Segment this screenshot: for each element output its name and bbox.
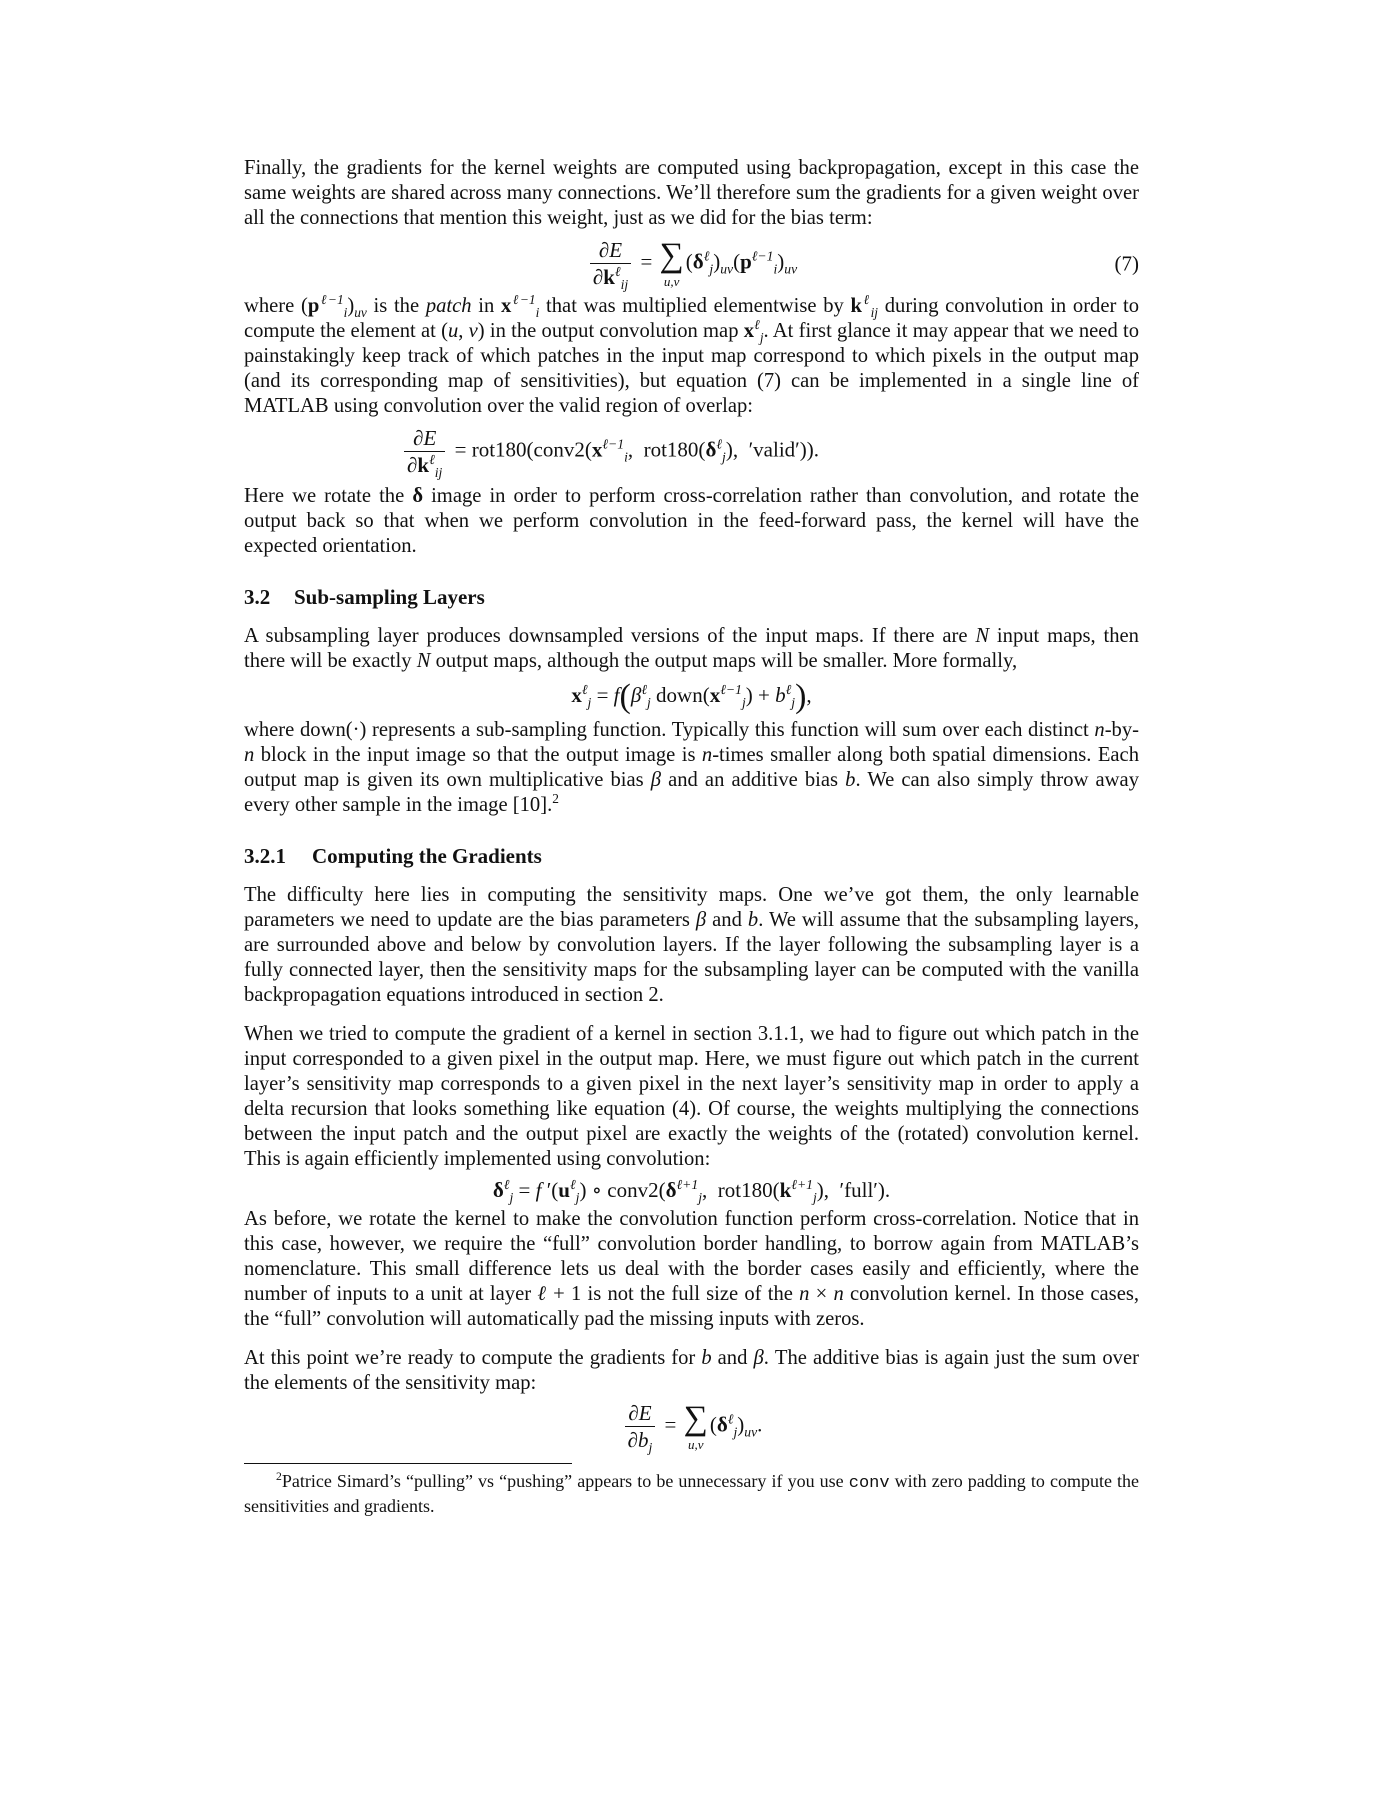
footnote-rule [244,1463,572,1464]
paragraph-kernel-gradients: Finally, the gradients for the kernel weights are computed using backpropagation, except in this case the same weights are shared across many connections. We’ll therefore sum the gradients for a given weight over all the connections that mention this weight, just as we did for the bias term: [244,157,1139,229]
equation-downsample: $x^\ell_j = f(\beta^\ell_j$ $down(x^{\ell-1}_j) + b^\ell_j$), [571,678,812,715]
sum-symbol: ∑ u,v [683,1400,708,1452]
paragraph-patch: where $(p^{\ell-1}_i)_{uv}$ is the patch in $x^{\ell-1}_i$ that was multiplied elementwise by $k^\ell_{ij}$ during convolution in order to compute the element at (u, v) in the output convolution map $x^\ell_j$. At first glance it may appear that we need to painstakingly keep track of which patches in the input map correspond to which pixels in the output map (and its corresponding map of sensitivities), but equation (7) can be implemented in a single line of MATLAB using convolution over the valid region of overlap: [244,292,1140,417]
fraction: $\frac{\partial E}{\partial k^\ell_{ij}}$ [590,237,631,290]
sum-symbol: ∑ u,v [659,237,684,289]
paragraph-sensitivity: The difficulty here lies in computing the sensitivity maps. One we’ve got them, the only learnable parameters we need to update are the bias parameters β and b. We will assume that the subsampling layers, are surrounded above and below by convolution layers. If the layer following the subsampling layer is a fully connected layer, then the sensitivity maps for the subsampling layer can be computed with the vanilla backpropagation equations introduced in section 2. [244,884,1139,1006]
footnote: $^2$Patrice Simard’s “pulling” vs “pushing” appears to be unnecessary if you use conv with zero padding to compute the sensitivities and gradients. [244,1470,1140,1516]
paragraph-rotate: Here we rotate the δ image in order to perform cross-correlation rather than convolution, and rotate the output back so that when we perform convolution in the feed-forward pass, the kernel will have the expected orientation. [244,485,1139,557]
paragraph-kernel-patch: When we tried to compute the gradient of a kernel in section 3.1.1, we had to figure out which patch in the input corresponded to a given pixel in the output map. Here, we must figure out which patch in the current layer’s sensitivity map corresponds to a given pixel in the next layer’s sensitivity map in order to apply a delta recursion that looks something like equation (4). Of course, the weights multiplying the connections between the input patch and the output pixel are exactly the weights of the (rotated) convolution kernel. This is again efficiently implemented using convolution: [244,1023,1139,1170]
paper-page [244,156,1139,1517]
equation-rot180: $\frac{\partial E}{\partial k^\ell_{ij}}$ = $rot180(conv2(x^{\ell-1}_i$, $rot180(\delta^\ell_j)$, ′valid′)). [244,425,1139,478]
paragraph-down-function: where down(·) represents a sub-sampling function. Typically this function will sum over each distinct n-by-n block in the input image so that the output image is n-times smaller along both spatial dimensions. Each output map is given its own multiplicative bias β and an additive bias b. We can also simply throw away every other sample in the image [10].$^2$ [244,719,1139,816]
equation-bias: $\frac{\partial E}{\partial b_j}$ = ∑ u,v $(\delta^\ell_j)_{uv}$. [244,1400,1139,1453]
section-heading: 3.2 Sub-sampling Layers [244,585,485,609]
subsection-heading: 3.2.1 Computing the Gradients [244,844,542,868]
paragraph-bias-gradient: At this point we’re ready to compute the gradients for b and β. The additive bias is again just the sum over the elements of the sensitivity map: [244,1347,1139,1394]
paragraph-full-convolution: As before, we rotate the kernel to make the convolution function perform cross-correlation. Notice that in this case, however, we require the “full” convolution border handling, to borrow again from MATLAB’s nomenclature. This small difference lets us deal with the border cases easily and efficiently, where the number of inputs to a unit at layer ℓ + 1 is not the full size of the n × n convolution kernel. In those cases, the “full” convolution will automatically pad the missing inputs with zeros. [244,1208,1139,1330]
paragraph-subsampling: A subsampling layer produces downsampled versions of the input maps. If there are N input maps, then there will be exactly N output maps, although the output maps will be smaller. More formally, [244,625,1139,672]
equation-delta-recursion: $\delta^\ell_j = f$ $'(u^\ell_j)$ ∘ $conv2(\delta^{\ell+1}_j$, $rot180(k^{\ell+1}_j)$, ′full′). [492,1177,891,1206]
equation-number: (7) [1114,251,1139,275]
fraction: $\frac{\partial E}{\partial b_j}$ [625,1400,656,1453]
equation-7: $\frac{\partial E}{\partial k^\ell_{ij}}$ = ∑ u,v $(\delta^\ell_j)_{uv}(p^{\ell-1}_i)_{uv}$ (7) [244,237,1139,290]
fraction: $\frac{\partial E}{\partial k^\ell_{ij}}$ [404,425,445,478]
